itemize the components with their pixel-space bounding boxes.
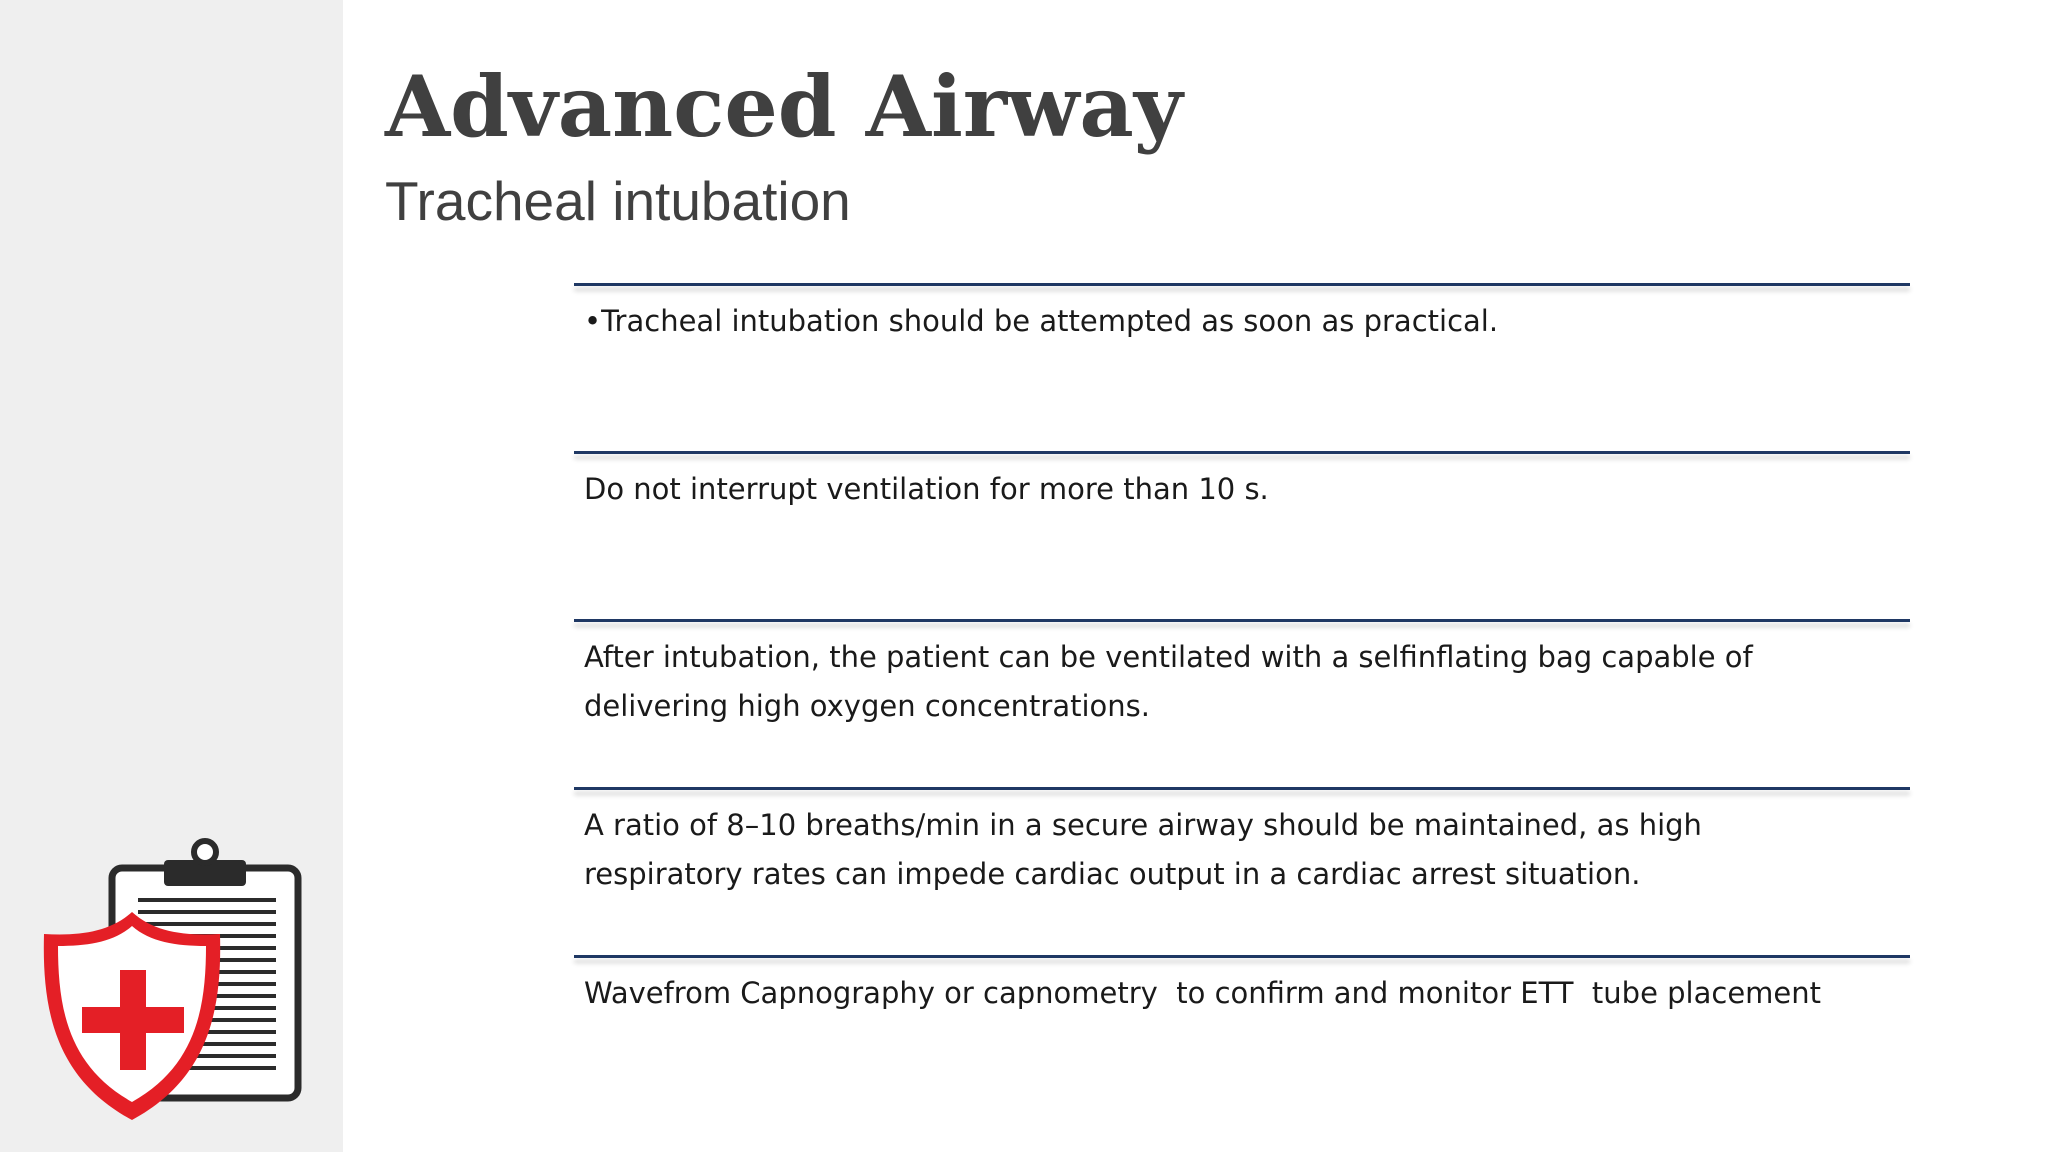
list-item-text: After intubation, the patient can be ventilated with a selfinflating bag capable of delivering high oxygen concentrations. xyxy=(584,640,1762,723)
list-item xyxy=(574,955,1910,1123)
medical-clipboard-shield-icon xyxy=(38,838,308,1128)
list-item xyxy=(574,451,1910,619)
list-item xyxy=(574,283,1910,451)
item-divider xyxy=(574,619,1910,622)
list-item-text: A ratio of 8–10 breaths/min in a secure airway should be maintained, as high respiratory rates can impede cardiac output in a cardiac arrest situation. xyxy=(584,808,1702,891)
list-item xyxy=(574,787,1910,955)
item-divider xyxy=(574,283,1910,286)
list-item-text: Do not interrupt ventilation for more than 10 s. xyxy=(584,472,1269,506)
slide-title: Advanced Airway xyxy=(385,57,1183,156)
list-item-text: •Tracheal intubation should be attempted as soon as practical. xyxy=(584,304,1499,338)
cross-horizontal xyxy=(82,1007,184,1033)
item-divider xyxy=(574,955,1910,958)
item-divider xyxy=(574,451,1910,454)
list-item-text: Wavefrom Capnography or capnometry to confirm and monitor ETT tube placement xyxy=(584,976,1822,1010)
slide-subtitle: Tracheal intubation xyxy=(385,170,851,232)
list-item xyxy=(574,619,1910,787)
item-divider xyxy=(574,787,1910,790)
clipboard-clip-ring xyxy=(194,841,216,863)
